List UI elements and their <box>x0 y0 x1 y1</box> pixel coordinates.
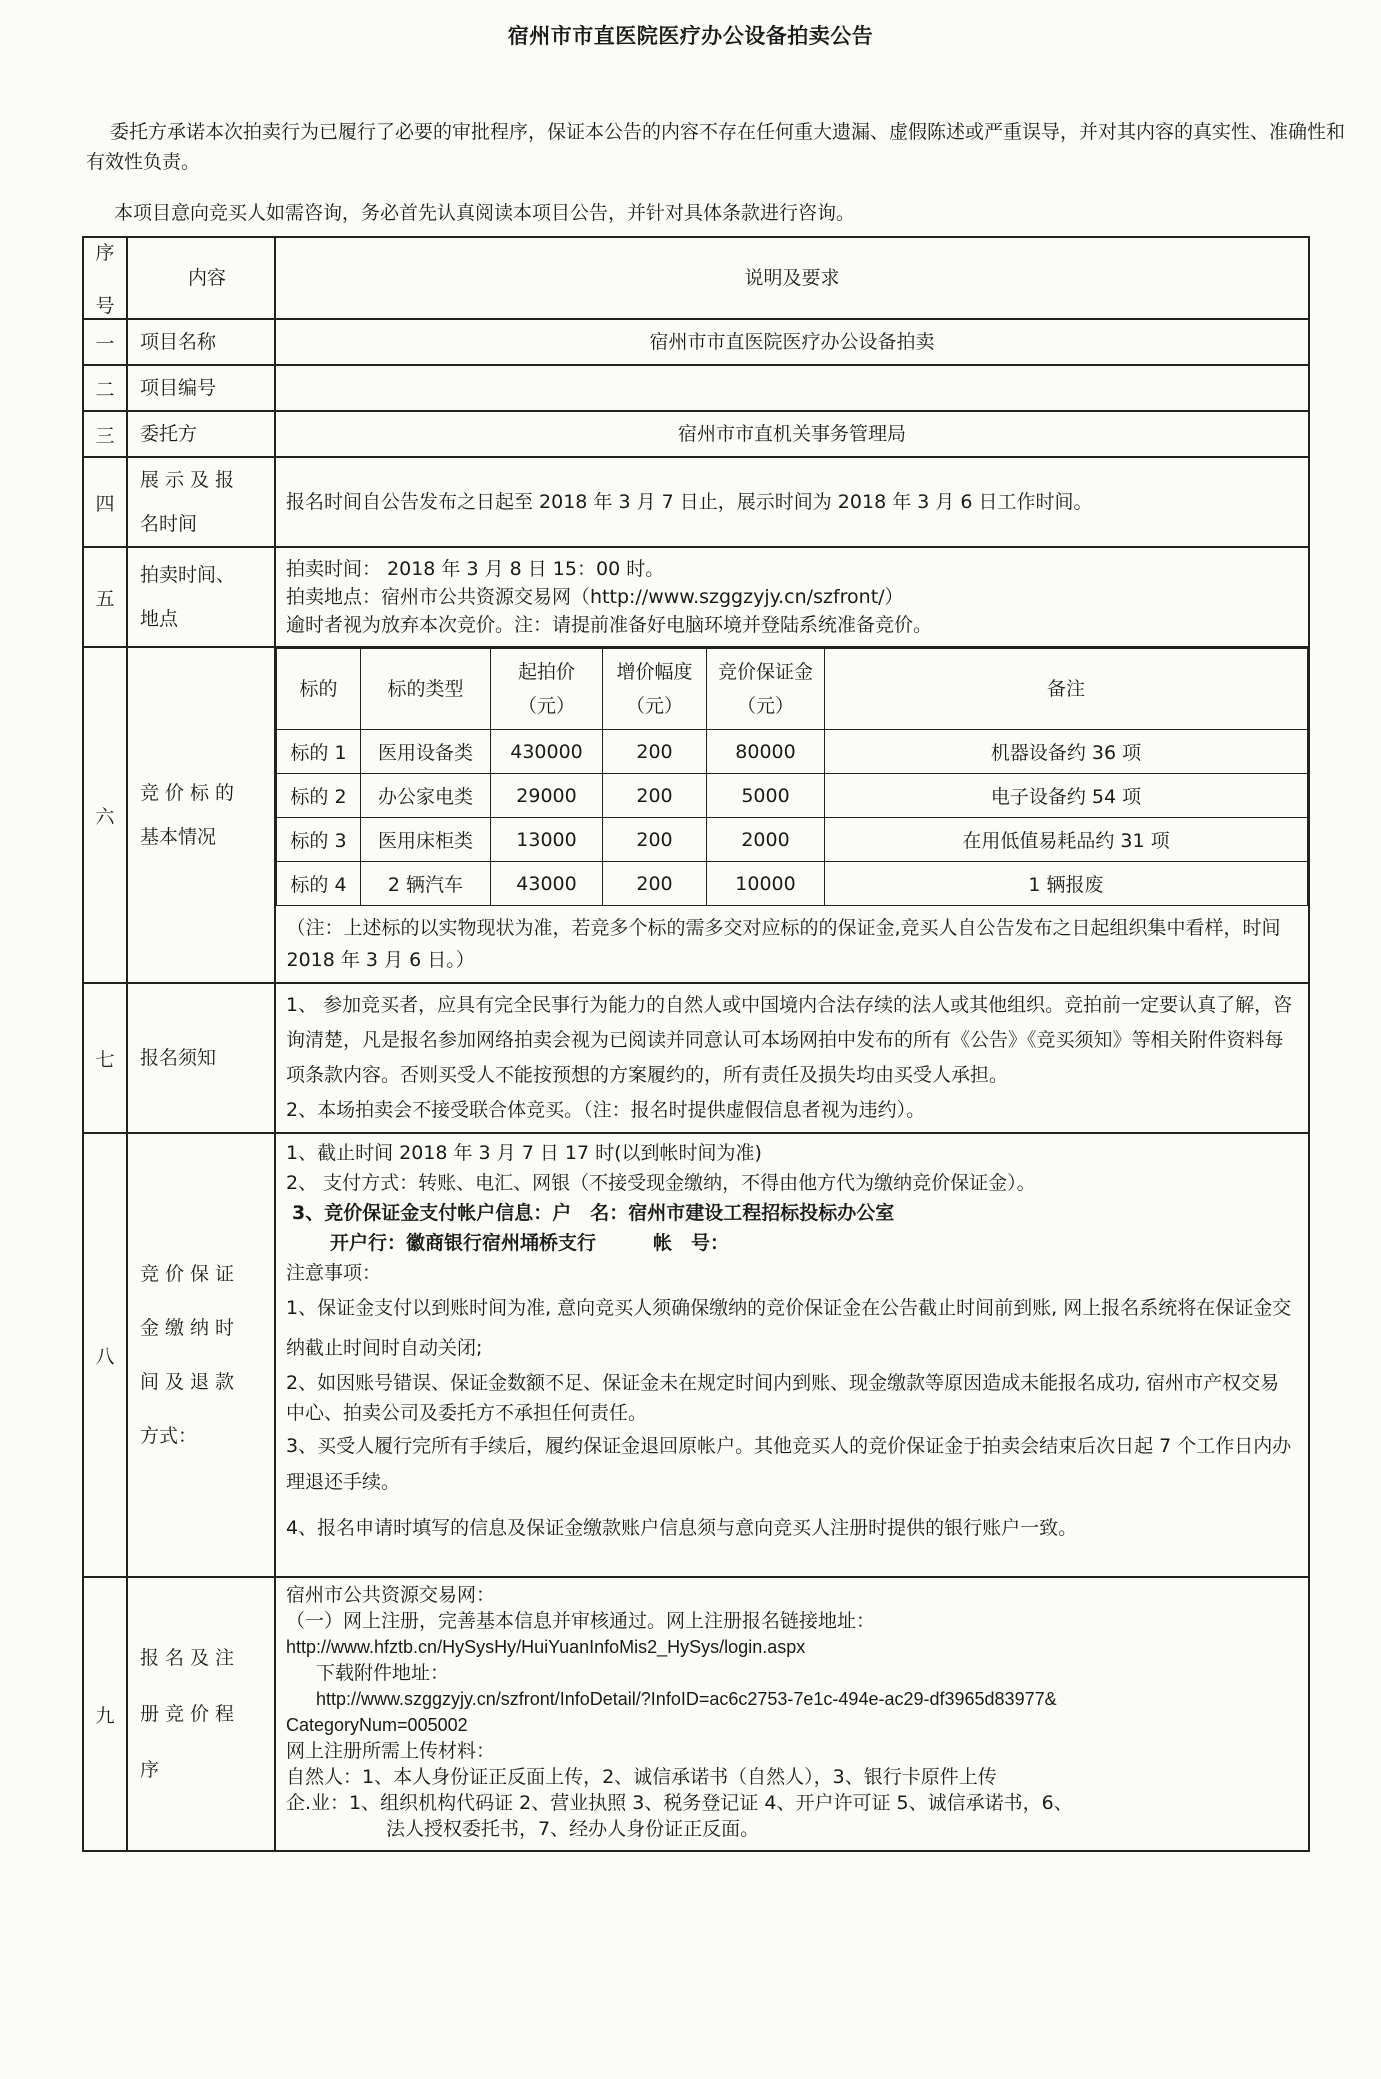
row-label-line: 竞价标的 <box>140 782 241 804</box>
lot-start-price: 430000 <box>491 730 603 774</box>
display-time-value: 报名时间自公告发布之日起至 2018 年 3 月 7 日止，展示时间为 2018 年 3 月 6 日工作时间。 <box>275 457 1309 547</box>
header-content: 内容 <box>127 237 275 319</box>
deposit-note-item: 2、如因账号错误、保证金数额不足、保证金未在规定时间内到账、现金缴款等原因造成未能报名成功, 宿州市产权交易中心、拍卖公司及委托方不承担任何责任。 <box>286 1372 1280 1424</box>
upload-materials-enterprise: 企.业：1、组织机构代码证 2、营业执照 3、税务登记证 4、开户许可证 5、诚信承诺书，6、 <box>286 1792 1073 1814</box>
upload-materials-heading: 网上注册所需上传材料： <box>286 1740 496 1762</box>
row-label: 委托方 <box>127 411 275 457</box>
lots-header-start-price: 起拍价 （元） <box>491 649 603 730</box>
row-label: 项目名称 <box>127 319 275 365</box>
download-link-continued[interactable]: CategoryNum=005002 <box>286 1715 468 1735</box>
lot-start-price: 13000 <box>491 818 603 862</box>
row-label-line: 地点 <box>140 608 179 630</box>
lots-header-row <box>277 649 1308 730</box>
row-num: 一 <box>83 319 127 365</box>
lots-cell <box>275 647 1309 983</box>
table-row-display-time <box>83 457 1309 547</box>
lot-id: 标的 4 <box>277 862 361 906</box>
row-label <box>127 1577 275 1851</box>
header-num-line2: 号 <box>95 295 115 317</box>
lots-row <box>277 730 1308 774</box>
registration-procedure-value <box>275 1577 1309 1851</box>
lot-type: 2 辆汽车 <box>361 862 491 906</box>
announcement-table <box>82 236 1310 1852</box>
row-label <box>127 1133 275 1577</box>
lot-increment: 200 <box>603 862 707 906</box>
deposit-account-name: 3、竞价保证金支付帐户信息：户 名：宿州市建设工程招标投标办公室 <box>292 1202 895 1224</box>
upload-materials-individual: 自然人：1、本人身份证正反面上传，2、诚信承诺书（自然人），3、银行卡原件上传 <box>286 1766 997 1788</box>
lot-increment: 200 <box>603 730 707 774</box>
deposit-payment-method: 2、 支付方式：转账、电汇、网银（不接受现金缴纳，不得由他方代为缴纳竞价保证金）。 <box>286 1172 1036 1194</box>
lot-type: 医用床柜类 <box>361 818 491 862</box>
row-label-line: 拍卖时间、 <box>140 564 236 586</box>
download-link[interactable]: http://www.szggzyjy.cn/szfront/InfoDetail/?InfoID=ac6c2753-7e1c-494e-ac29-df3965d83977& <box>316 1689 1057 1709</box>
lot-id: 标的 2 <box>277 774 361 818</box>
deposit-notes-heading: 注意事项： <box>286 1262 382 1284</box>
lots-header-type: 标的类型 <box>361 649 491 730</box>
lots-note: （注：上述标的以实物现状为准，若竞多个标的需多交对应标的的保证金,竞买人自公告发布之日起组织集中看样，时间 2018 年 3 月 6 日。） <box>286 917 1281 971</box>
row-label: 报名须知 <box>127 983 275 1133</box>
table-row-lots <box>83 647 1309 983</box>
row-label <box>127 457 275 547</box>
row-label-line: 竞价保证 <box>140 1263 241 1285</box>
table-row-project-name <box>83 319 1309 365</box>
notice-item: 1、 参加竞买者，应具有完全民事行为能力的自然人或中国境内合法存续的法人或其他组织。竞拍前一定要认真了解，咨询清楚，凡是报名参加网络拍卖会视为已阅读并同意认可本场网拍中发布的所有《公告》《竞买须知》等相关附件资料每项条款内容。否则买受人不能按预想的方案履约的，所有责任及损失均由买受人承担。 <box>286 994 1293 1086</box>
deposit-note-item: 4、报名申请时填写的信息及保证金缴款账户信息须与意向竞买人注册时提供的银行账户一致。 <box>286 1517 1078 1539</box>
table-row-registration-notice <box>83 983 1309 1133</box>
lot-start-price: 43000 <box>491 862 603 906</box>
deposit-note-item: 3、买受人履行完所有手续后，履约保证金退回原帐户。其他竞买人的竞价保证金于拍卖会结束后次日起 7 个工作日内办理退还手续。 <box>286 1435 1292 1493</box>
lots-note-row <box>277 906 1308 983</box>
lot-deposit: 10000 <box>707 862 825 906</box>
row-num: 九 <box>83 1577 127 1851</box>
notice-item: 2、本场拍卖会不接受联合体竞买。（注：报名时提供虚假信息者视为违约）。 <box>286 1099 926 1121</box>
table-row-project-number <box>83 365 1309 411</box>
auction-place-line[interactable]: 拍卖地点：宿州市公共资源交易网（http://www.szggzyjy.cn/szfront/） <box>286 586 904 608</box>
row-label-line: 展示及报 <box>140 469 241 491</box>
row-num: 三 <box>83 411 127 457</box>
lot-type: 办公家电类 <box>361 774 491 818</box>
row-label-line: 序 <box>140 1759 160 1781</box>
header-num-line1: 序 <box>95 242 115 264</box>
row-label <box>127 647 275 983</box>
lot-increment: 200 <box>603 818 707 862</box>
row-label-line: 名时间 <box>140 513 198 535</box>
lots-row <box>277 818 1308 862</box>
lot-id: 标的 1 <box>277 730 361 774</box>
upload-materials-enterprise-continued: 法人授权委托书，7、经办人身份证正反面。 <box>386 1818 760 1840</box>
header-num <box>83 237 127 319</box>
table-row-deposit <box>83 1133 1309 1577</box>
table-row-client <box>83 411 1309 457</box>
table-header-row <box>83 237 1309 319</box>
lot-id: 标的 3 <box>277 818 361 862</box>
procedure-step-1: （一）网上注册，完善基本信息并审核通过。网上注册报名链接地址： <box>286 1610 876 1632</box>
auction-late-note: 逾时者视为放弃本次竞价。注：请提前准备好电脑环境并登陆系统准备竞价。 <box>286 614 933 636</box>
row-label <box>127 547 275 647</box>
row-num: 六 <box>83 647 127 983</box>
lots-header-deposit: 竞价保证金 （元） <box>707 649 825 730</box>
lot-deposit: 5000 <box>707 774 825 818</box>
registration-notice-value <box>275 983 1309 1133</box>
row-num: 八 <box>83 1133 127 1577</box>
lot-remark: 在用低值易耗品约 31 项 <box>825 818 1308 862</box>
auction-time-line: 拍卖时间： 2018 年 3 月 8 日 15：00 时。 <box>286 558 665 580</box>
lot-type: 医用设备类 <box>361 730 491 774</box>
row-num: 七 <box>83 983 127 1133</box>
row-label-line: 报名及注 <box>140 1647 241 1669</box>
lots-row <box>277 862 1308 906</box>
table-row-registration-procedure <box>83 1577 1309 1851</box>
auction-time-place-value <box>275 547 1309 647</box>
deposit-note-item: 1、保证金支付以到账时间为准, 意向竞买人须确保缴纳的竞价保证金在公告截止时间前到账, 网上报名系统将在保证金交纳截止时间时自动关闭; <box>286 1297 1292 1359</box>
document-title: 宿州市市直医院医疗办公设备拍卖公告 <box>507 24 874 48</box>
row-label-line: 金缴纳时 <box>140 1317 241 1339</box>
header-desc: 说明及要求 <box>275 237 1309 319</box>
lots-row <box>277 774 1308 818</box>
lot-start-price: 29000 <box>491 774 603 818</box>
row-label-line: 间及退款 <box>140 1371 241 1393</box>
download-label: 下载附件地址： <box>316 1662 450 1684</box>
deposit-deadline: 1、截止时间 2018 年 3 月 7 日 17 时(以到帐时间为准) <box>286 1142 762 1164</box>
row-num: 五 <box>83 547 127 647</box>
row-label: 项目编号 <box>127 365 275 411</box>
lot-remark: 机器设备约 36 项 <box>825 730 1308 774</box>
lot-increment: 200 <box>603 774 707 818</box>
intro-paragraph-1: 委托方承诺本次拍卖行为已履行了必要的审批程序，保证本公告的内容不存在任何重大遗漏、虚假陈述或严重误导，并对其内容的真实性、准确性和有效性负责。 <box>86 121 1346 173</box>
project-name-value: 宿州市市直医院医疗办公设备拍卖 <box>275 319 1309 365</box>
table-row-auction-time-place <box>83 547 1309 647</box>
lots-header-remark: 备注 <box>825 649 1308 730</box>
deposit-bank: 开户行：徽商银行宿州埇桥支行 帐 号： <box>330 1232 730 1254</box>
deposit-value <box>275 1133 1309 1577</box>
lots-header-increment: 增价幅度 （元） <box>603 649 707 730</box>
client-value: 宿州市市直机关事务管理局 <box>275 411 1309 457</box>
procedure-site-label: 宿州市公共资源交易网： <box>286 1584 496 1606</box>
intro-paragraph-2: 本项目意向竞买人如需咨询，务必首先认真阅读本项目公告，并针对具体条款进行咨询。 <box>114 202 856 224</box>
registration-link[interactable]: http://www.hfztb.cn/HySysHy/HuiYuanInfoMis2_HySys/login.aspx <box>286 1637 806 1657</box>
lot-deposit: 80000 <box>707 730 825 774</box>
row-label-line: 方式： <box>140 1425 198 1447</box>
lot-deposit: 2000 <box>707 818 825 862</box>
project-number-value <box>275 365 1309 411</box>
row-num: 四 <box>83 457 127 547</box>
row-num: 二 <box>83 365 127 411</box>
lot-remark: 电子设备约 54 项 <box>825 774 1308 818</box>
lots-header-lot: 标的 <box>277 649 361 730</box>
row-label-line: 册竞价程 <box>140 1703 241 1725</box>
row-label-line: 基本情况 <box>140 826 217 848</box>
lots-table <box>276 648 1308 982</box>
lot-remark: 1 辆报废 <box>825 862 1308 906</box>
